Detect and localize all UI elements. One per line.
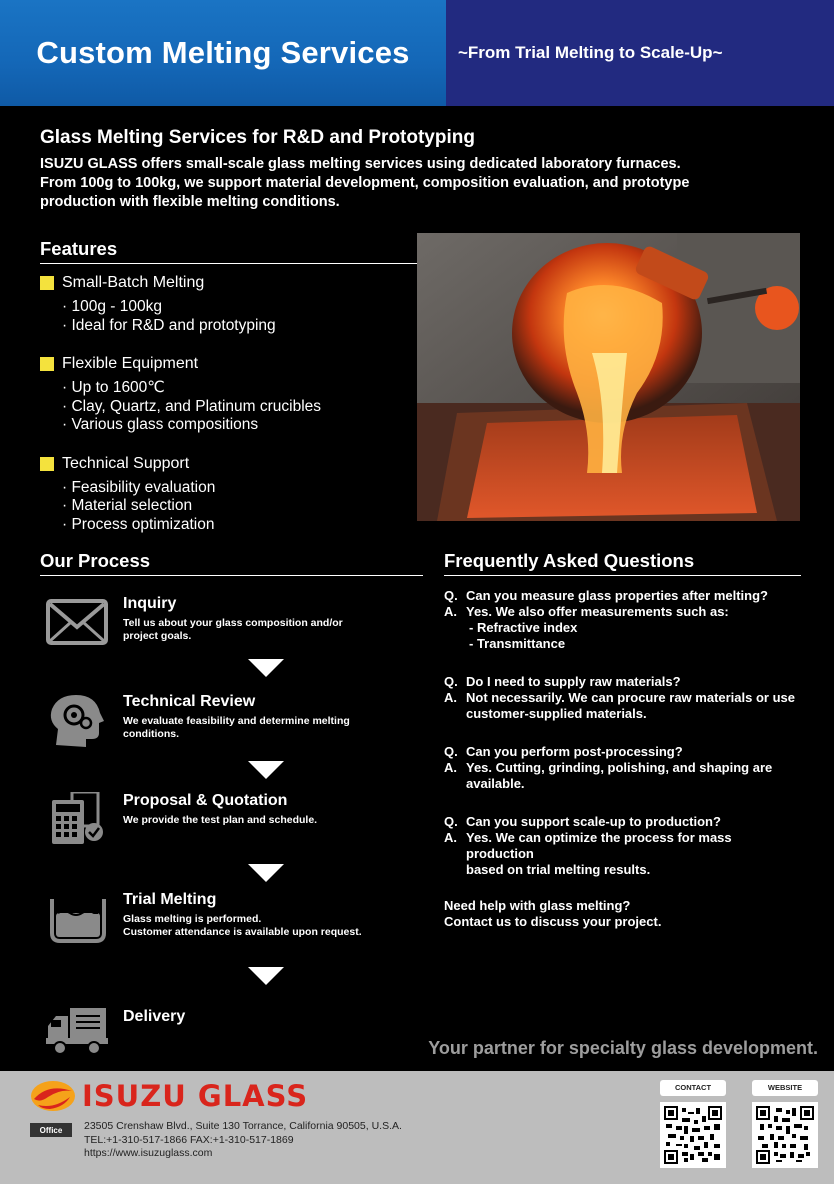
intro-line: From 100g to 100kg, we support material development, composition evaluation, and prototype (40, 175, 690, 191)
faq-question (444, 814, 801, 830)
feature-heading-label: Technical Support (62, 454, 190, 472)
faq-item (444, 588, 801, 652)
down-arrow-icon (248, 864, 284, 882)
closing-line: Contact us to discuss your project. (444, 914, 662, 929)
tagline: Your partner for specialty glass development. (428, 1038, 818, 1058)
intro-line: production with flexible melting conditions. (40, 194, 340, 210)
answer-text: available. (466, 776, 525, 791)
faq-answer-extra (444, 862, 801, 878)
contact-qr-code-icon[interactable] (660, 1102, 726, 1168)
a-label: A. (444, 760, 457, 775)
answer-text: Yes. Cutting, grinding, polishing, and shaping are (466, 760, 773, 775)
feature-item: · Feasibility evaluation (62, 478, 216, 496)
yellow-square-icon (40, 457, 54, 471)
faq-item (444, 814, 801, 878)
molten-glass-photo (417, 233, 800, 521)
answer-text: - Refractive index (469, 620, 578, 635)
faq-question (444, 744, 801, 760)
step-desc-line: We evaluate feasibility and determine melting (123, 715, 350, 727)
q-label: Q. (444, 744, 458, 759)
step-title: Trial Melting (123, 891, 217, 908)
yellow-square-icon (40, 357, 54, 371)
step-title: Inquiry (123, 595, 177, 612)
answer-text: based on trial melting results. (466, 862, 651, 877)
faq-answer (444, 830, 801, 862)
molten-glass-illustration (417, 233, 800, 521)
intro-text (40, 155, 810, 212)
feature-item: · Ideal for R&D and prototyping (62, 316, 276, 334)
step-desc-line: Customer attendance is available upon request. (123, 926, 362, 938)
feature-item: · Process optimization (62, 515, 215, 533)
faq-item (444, 744, 801, 792)
gears-head-icon (44, 693, 110, 749)
feature-item: · Clay, Quartz, and Platinum crucibles (62, 397, 322, 415)
q-label: Q. (444, 588, 458, 603)
office-badge: Office (30, 1123, 72, 1137)
down-arrow-icon (248, 659, 284, 677)
feature-heading-label: Flexible Equipment (62, 355, 199, 372)
feature-heading (40, 274, 417, 292)
brand-name: ISUZU GLASS (82, 1079, 309, 1113)
contact-qr-block[interactable] (660, 1080, 726, 1168)
process-section (40, 550, 423, 1025)
website-qr-block[interactable] (752, 1080, 818, 1168)
faq-answer-extra (444, 776, 801, 792)
faq-question (444, 674, 801, 690)
down-arrow-icon (248, 967, 284, 985)
step-desc-line: Glass melting is performed. (123, 913, 262, 925)
process-title: Our Process (40, 550, 423, 576)
header-subtitle-panel (446, 0, 834, 106)
feature-heading (40, 355, 417, 373)
crucible-icon (44, 891, 110, 947)
office-phone: TEL:+1-310-517-1866 FAX:+1-310-517-1869 (84, 1133, 294, 1146)
footer (0, 1071, 834, 1184)
answer-text: Yes. We also offer measurements such as: (466, 604, 729, 619)
feature-item: · 100g - 100kg (62, 298, 162, 315)
features-section (40, 238, 417, 534)
a-label: A. (444, 690, 457, 705)
step-description (123, 814, 423, 827)
faq-answer-extra (444, 636, 801, 652)
feature-group (40, 355, 417, 435)
step-desc-line: Tell us about your glass composition and/or (123, 617, 343, 629)
intro-section (40, 127, 810, 212)
feature-list (62, 479, 417, 535)
faq-answer-extra (444, 620, 801, 636)
feature-list (62, 379, 417, 435)
contact-label: CONTACT (660, 1080, 726, 1096)
faq-answer-extra (444, 706, 801, 722)
faq-item (444, 674, 801, 722)
faq-answer (444, 690, 801, 706)
q-label: Q. (444, 814, 458, 829)
office-address-block (84, 1120, 402, 1161)
feature-group (40, 274, 417, 335)
page-subtitle: ~From Trial Melting to Scale-Up~ (458, 43, 723, 62)
step-desc-line: conditions. (123, 728, 179, 740)
closing-line: Need help with glass melting? (444, 898, 631, 913)
faq-closing (444, 898, 801, 930)
header-banner (0, 0, 834, 106)
down-arrow-icon (248, 761, 284, 779)
truck-icon (44, 1002, 110, 1058)
step-title: Technical Review (123, 693, 256, 710)
answer-text: customer-supplied materials. (466, 706, 647, 721)
features-title: Features (40, 238, 417, 264)
isuzu-logo-icon (30, 1079, 76, 1113)
faq-title: Frequently Asked Questions (444, 550, 801, 576)
website-url[interactable]: https://www.isuzuglass.com (84, 1147, 213, 1159)
feature-list (62, 298, 417, 335)
yellow-square-icon (40, 276, 54, 290)
step-desc-line: project goals. (123, 630, 192, 642)
feature-item: · Various glass compositions (62, 416, 259, 433)
question-text: Can you measure glass properties after melting? (466, 588, 768, 603)
faq-section (444, 550, 801, 930)
calculator-icon (44, 792, 110, 848)
website-qr-code-icon[interactable] (752, 1102, 818, 1168)
faq-answer (444, 760, 801, 776)
intro-heading: Glass Melting Services for R&D and Prototyping (40, 127, 475, 148)
faq-answer (444, 604, 801, 620)
q-label: Q. (444, 674, 458, 689)
a-label: A. (444, 830, 457, 845)
feature-heading (40, 455, 417, 473)
brand-logo (30, 1079, 308, 1113)
feature-group (40, 455, 417, 535)
envelope-icon (44, 595, 110, 651)
feature-heading-label: Small-Batch Melting (62, 274, 205, 291)
feature-item: · Material selection (62, 497, 193, 514)
answer-text: Yes. We can optimize the process for mass production (466, 830, 732, 861)
header-title-panel (0, 0, 446, 106)
step-title: Proposal & Quotation (123, 792, 288, 809)
question-text: Can you perform post-processing? (466, 744, 683, 759)
step-description (123, 617, 423, 643)
step-title: Delivery (123, 1008, 186, 1025)
step-description (123, 913, 423, 939)
feature-item: · Up to 1600℃ (62, 379, 165, 396)
question-text: Can you support scale-up to production? (466, 814, 721, 829)
a-label: A. (444, 604, 457, 619)
intro-line: ISUZU GLASS offers small-scale glass melting services using dedicated laboratory furnaces. (40, 156, 681, 172)
step-description (123, 715, 423, 741)
question-text: Do I need to supply raw materials? (466, 674, 681, 689)
website-label: WEBSITE (752, 1080, 818, 1096)
page-title: Custom Melting Services (36, 35, 410, 70)
answer-text: Not necessarily. We can procure raw materials or use (466, 690, 795, 705)
faq-question (444, 588, 801, 604)
step-desc-line: We provide the test plan and schedule. (123, 814, 318, 826)
answer-text: - Transmittance (469, 636, 566, 651)
office-address: 23505 Crenshaw Blvd., Suite 130 Torrance, California 90505, U.S.A. (84, 1120, 402, 1132)
